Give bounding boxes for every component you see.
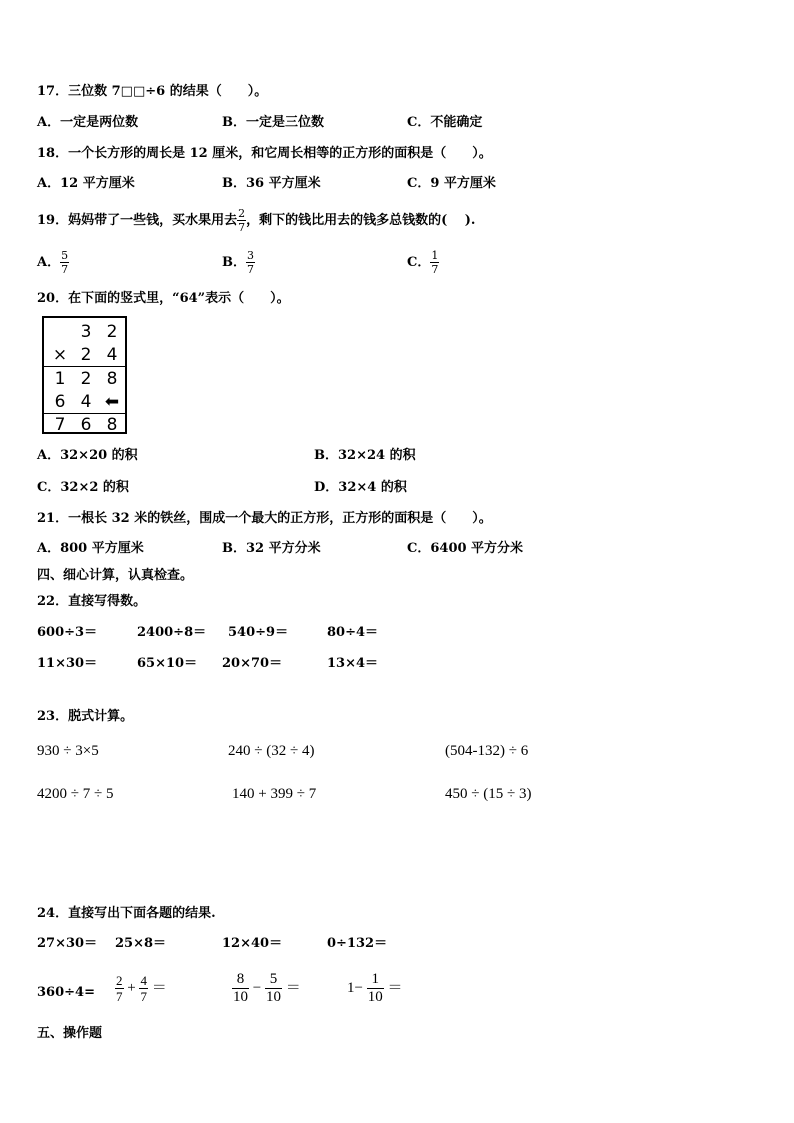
q22-item: 2400÷8＝ (137, 625, 207, 640)
q19-fraction (237, 208, 246, 233)
digit: 1 (54, 369, 66, 389)
digit: 4 (80, 392, 92, 412)
q19-stem-pre: 19．妈妈带了一些钱，买水果用去 (37, 213, 238, 228)
q22-item: 65×10＝ (137, 656, 198, 671)
q19-option-c (407, 250, 439, 275)
option-label: B． (222, 255, 246, 270)
option-fraction (430, 250, 439, 275)
q24-fraction-expression (232, 972, 301, 1005)
row-partial-2 (44, 390, 125, 413)
denominator: 7 (116, 989, 123, 1004)
numerator: 4 (140, 973, 147, 988)
q20-option-c: C．32×2 的积 (37, 480, 129, 495)
operator: − (252, 979, 262, 996)
q18-option-c: C．9 平方厘米 (407, 176, 496, 191)
section-5-heading: 五、操作题 (37, 1026, 103, 1041)
question-24-stem: 24．直接写出下面各题的结果. (37, 906, 216, 921)
fraction (139, 974, 148, 1003)
digit: 2 (80, 345, 92, 365)
operator: + (127, 979, 136, 996)
q21-option-b: B．32 平方分米 (222, 541, 321, 556)
q24-item: 12×40＝ (222, 936, 283, 951)
q23-expression: 450 ÷ (15 ÷ 3) (445, 786, 532, 802)
digit: 6 (54, 392, 66, 412)
digit: 4 (106, 345, 118, 365)
option-label: A． (37, 255, 61, 270)
question-20-stem: 20．在下面的竖式里，“64”表示（ ）。 (37, 291, 290, 306)
option-fraction (246, 250, 255, 275)
q23-expression: 4200 ÷ 7 ÷ 5 (37, 786, 114, 802)
denominator: 7 (61, 263, 69, 276)
q22-item: 11×30＝ (37, 656, 98, 671)
fraction (232, 972, 249, 1005)
q20-option-d: D．32×4 的积 (314, 480, 407, 495)
question-22-stem: 22．直接写得数。 (37, 594, 147, 609)
q22-item: 13×4＝ (327, 656, 379, 671)
q19-option-a (37, 250, 69, 275)
q24-fraction-expression (115, 974, 167, 1003)
digit: 8 (106, 369, 118, 389)
question-23-stem: 23．脱式计算。 (37, 709, 134, 724)
vertical-multiplication (42, 316, 127, 434)
question-19-stem (37, 208, 475, 233)
denominator: 10 (367, 989, 383, 1005)
q21-option-a: A．800 平方厘米 (37, 541, 144, 556)
denominator: 7 (431, 263, 439, 276)
question-21-stem: 21．一根长 32 米的铁丝，围成一个最大的正方形，正方形的面积是（ ）。 (37, 511, 492, 526)
q20-option-b: B．32×24 的积 (314, 448, 416, 463)
section-4-heading: 四、细心计算，认真检查。 (37, 568, 194, 583)
q17-option-a: A．一定是两位数 (37, 115, 139, 130)
q23-expression: (504-132) ÷ 6 (445, 743, 529, 759)
option-label: C． (407, 255, 431, 270)
q20-option-a: A．32×20 的积 (37, 448, 138, 463)
digit: 8 (106, 415, 118, 435)
digit: 7 (54, 415, 66, 435)
times-sign: × (52, 345, 68, 365)
q21-option-c: C．6400 平方分米 (407, 541, 524, 556)
q24-item: 360÷4= (37, 985, 95, 1000)
question-17-stem: 17．三位数 7□□÷6 的结果（ ）。 (37, 84, 268, 99)
question-18-stem: 18．一个长方形的周长是 12 厘米，和它周长相等的正方形的面积是（ ）。 (37, 146, 492, 161)
digit: 3 (80, 322, 92, 342)
equals: ＝ (285, 979, 301, 996)
q23-expression: 240 ÷ (32 ÷ 4) (228, 743, 315, 759)
q24-fraction-expression (347, 972, 402, 1005)
denominator: 7 (140, 989, 147, 1004)
q24-item: 25×8＝ (115, 936, 167, 951)
denominator: 10 (265, 989, 281, 1005)
digit: 2 (80, 369, 92, 389)
digit: 6 (80, 415, 92, 435)
q18-option-a: A．12 平方厘米 (37, 176, 135, 191)
option-fraction (60, 250, 69, 275)
arrow-left-icon: ⬅ (104, 392, 120, 412)
whole-minus: 1− (347, 979, 363, 996)
numerator: 2 (116, 973, 123, 988)
q23-expression: 930 ÷ 3×5 (37, 743, 99, 759)
numerator: 1 (431, 249, 439, 262)
digit: 2 (106, 322, 118, 342)
q19-option-b (222, 250, 255, 275)
fraction (265, 972, 282, 1005)
fraction (367, 972, 384, 1005)
q23-expression: 140 + 399 ÷ 7 (232, 786, 317, 802)
numerator: 5 (61, 249, 69, 262)
row-multiplier (44, 343, 125, 366)
equals: ＝ (387, 979, 403, 996)
q22-item: 80÷4＝ (327, 625, 379, 640)
equals: ＝ (151, 979, 167, 996)
q17-option-c: C．不能确定 (407, 115, 483, 130)
q17-option-b: B．一定是三位数 (222, 115, 324, 130)
q19-stem-post: ，剩下的钱比用去的钱多总钱数的( ). (246, 213, 476, 228)
fraction (115, 974, 124, 1003)
numerator: 8 (232, 972, 249, 989)
q24-item: 0÷132＝ (327, 936, 388, 951)
q22-item: 540÷9＝ (228, 625, 289, 640)
row-partial-1 (44, 367, 125, 390)
numerator: 1 (367, 972, 384, 989)
numerator: 5 (265, 972, 282, 989)
q18-option-b: B．36 平方厘米 (222, 176, 321, 191)
q22-item: 20×70＝ (222, 656, 283, 671)
denominator: 7 (247, 263, 254, 276)
q22-item: 600÷3＝ (37, 625, 98, 640)
denominator: 7 (238, 221, 246, 234)
row-multiplicand (44, 320, 125, 343)
q24-item: 27×30＝ (37, 936, 98, 951)
row-product (44, 413, 125, 436)
numerator: 3 (247, 249, 254, 262)
numerator: 2 (238, 207, 246, 220)
denominator: 10 (233, 989, 248, 1005)
